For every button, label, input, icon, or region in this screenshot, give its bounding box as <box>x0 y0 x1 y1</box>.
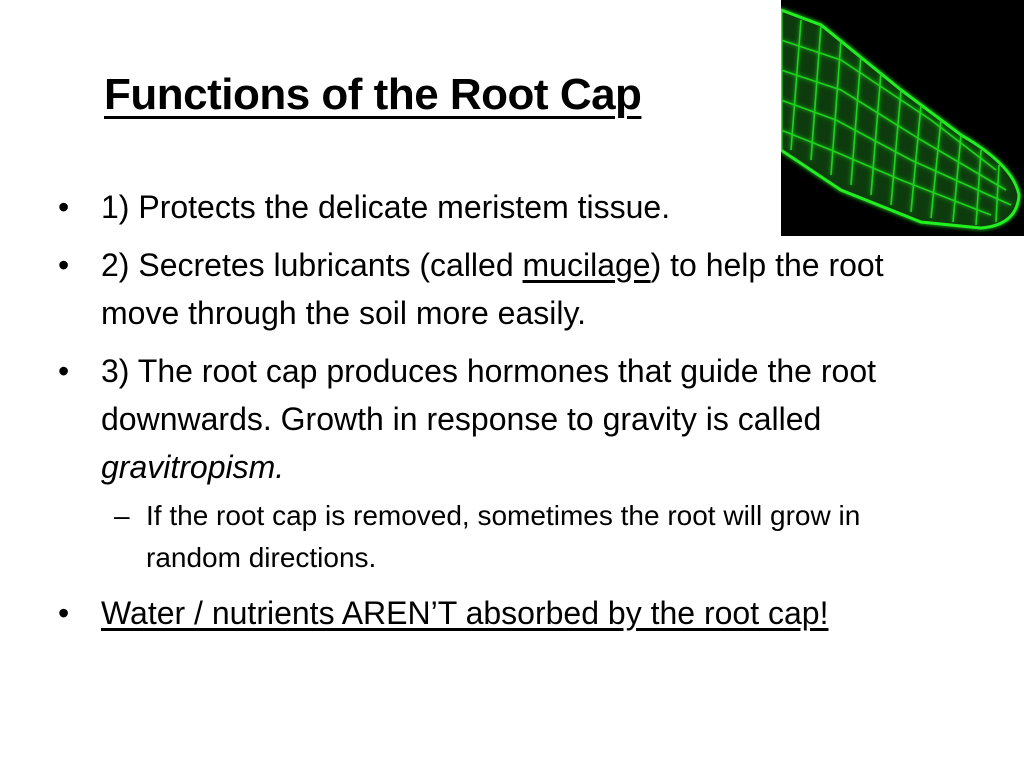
bullet-icon: • <box>58 247 70 283</box>
item-text-start: 2) Secretes lubricants (called <box>101 247 523 283</box>
list-item <box>58 347 938 491</box>
bullet-icon: • <box>58 353 70 389</box>
list-item <box>58 241 938 337</box>
dash-icon: – <box>114 500 130 531</box>
sub-item-text: If the root cap is removed, sometimes the root will grow in random directions. <box>146 500 861 573</box>
bullet-list <box>58 183 938 647</box>
sub-list-item <box>58 495 938 579</box>
key-point-text: Water / nutrients AREN’T absorbed by the root cap! <box>101 595 829 631</box>
mucilage-term: mucilage <box>522 247 651 283</box>
bullet-icon: • <box>58 189 70 225</box>
gravitropism-term: gravitropism. <box>101 449 285 485</box>
bullet-icon: • <box>58 595 70 631</box>
item-text-start: 3) The root cap produces hormones that guide the root downwards. Growth in response to gravity is called <box>101 353 876 437</box>
item-text-end: ) to help the root move through the soil more easily. <box>101 247 884 331</box>
list-item <box>58 589 938 637</box>
list-item <box>58 183 938 231</box>
item-text: 1) Protects the delicate meristem tissue. <box>101 189 671 225</box>
slide-title: Functions of the Root Cap <box>104 70 642 119</box>
